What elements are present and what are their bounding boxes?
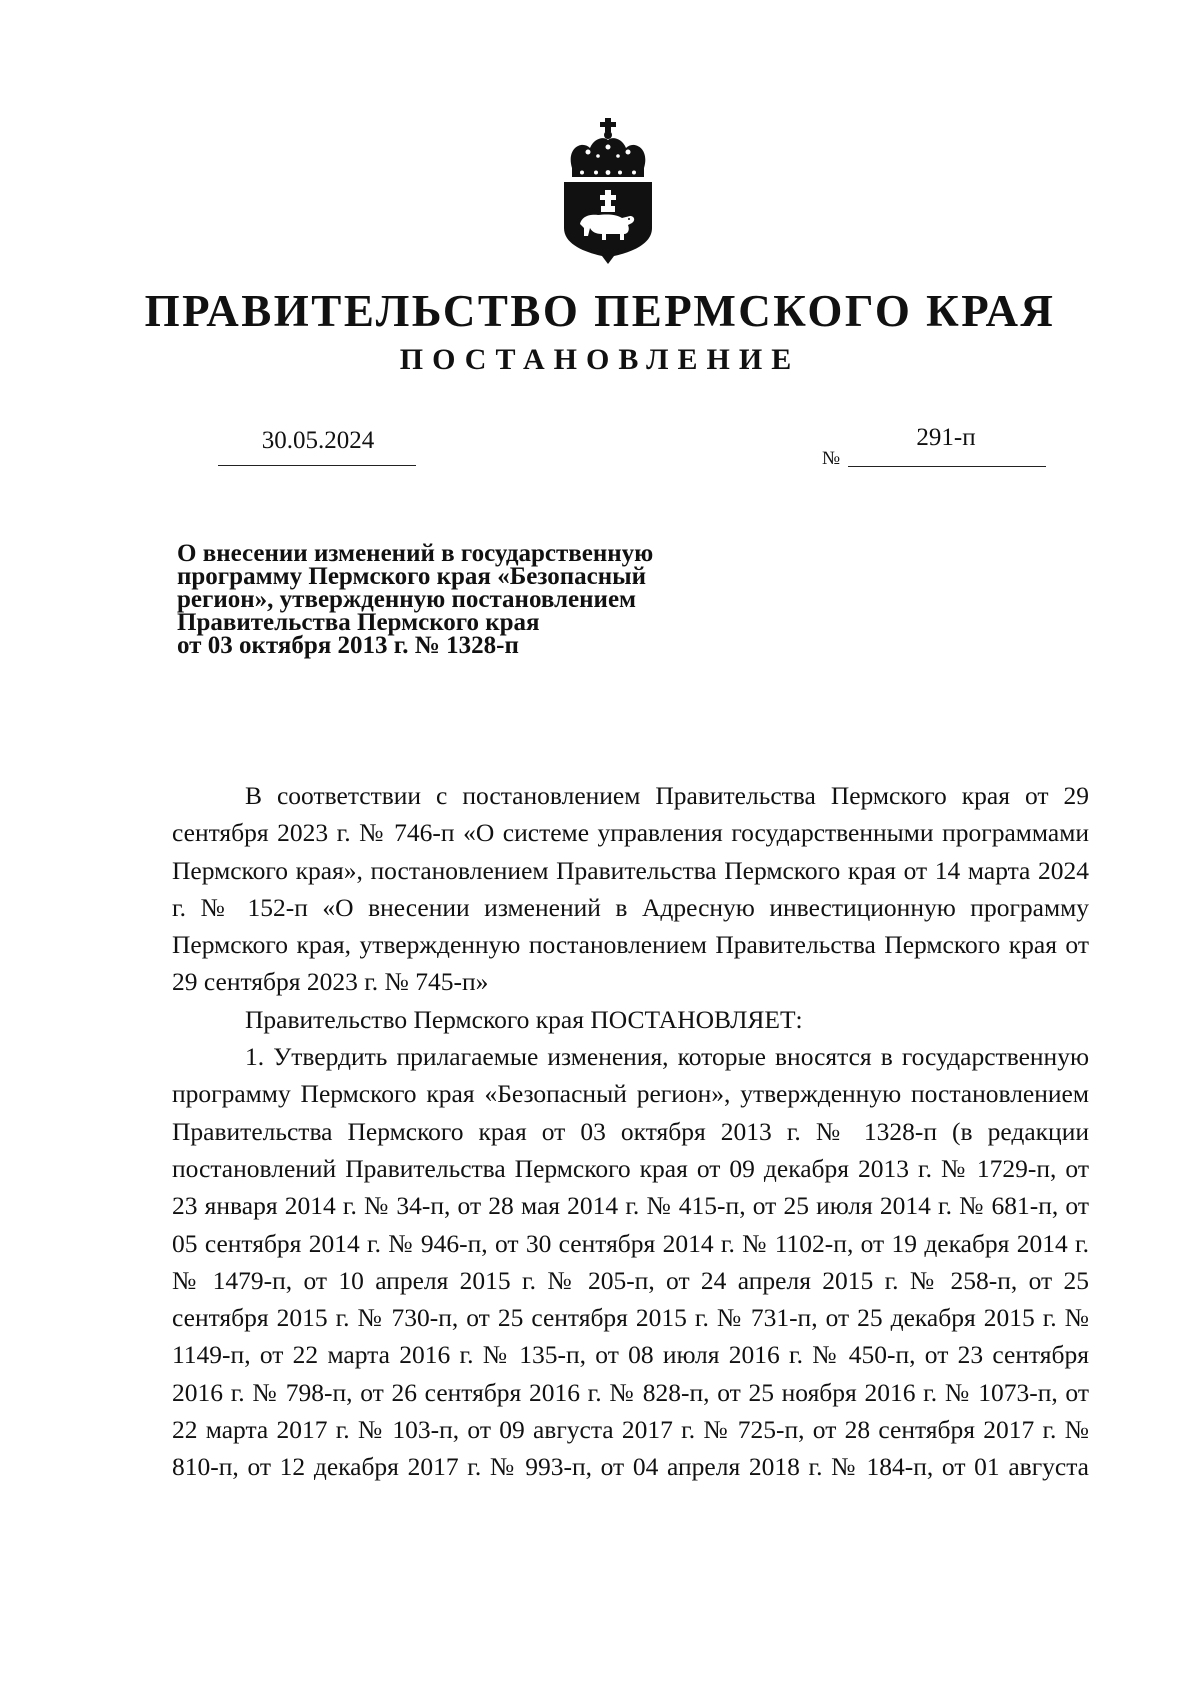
document-type: ПОСТАНОВЛЕНИЕ — [399, 343, 801, 376]
body-paragraph-item-1: 1. Утвердить прилагаемые изменения, которые вносятся в государственную программу Пермского края «Безопасный регион», утвержденную постановлением Правительства Пермского края от 03 октября 2013 г. № 1328-п (в редакции постановлений Правительства Пермского края от 09 декабря 2013 г. № 1729-п, от 23 января 2014 г. № 34-п, от 28 мая 2014 г. № 415-п, от 25 июля 2014 г. № 681-п, от 05 сентября 2014 г. № 946-п, от 30 сентября 2014 г. № 1102-п, от 19 декабря 2014 г. № 1479-п, от 10 апреля 2015 г. № 205-п, от 24 апреля 2015 г. № 258-п, от 25 сентября 2015 г. № 730-п, от 25 сентября 2015 г. № 731-п, от 25 декабря 2015 г. № 1149-п, от 22 марта 2016 г. № 135-п, от 08 июля 2016 г. № 450-п, от 23 сентября 2016 г. № 798-п, от 26 сентября 2016 г. № 828-п, от 25 ноября 2016 г. № 1073-п, от 22 марта 2017 г. № 103-п, от 09 августа 2017 г. № 725-п, от 28 сентября 2017 г. № 810-п, от 12 декабря 2017 г. № 993-п, от 04 апреля 2018 г. № 184-п, от 01 августа — [172, 1042, 1089, 1482]
subject-line: О внесении изменений в государственную — [177, 540, 654, 567]
document-subject — [177, 542, 737, 657]
subject-line: регион», утвержденную постановлением — [177, 586, 637, 613]
subject-line: программу Пермского края «Безопасный — [177, 563, 647, 590]
government-title: ПРАВИТЕЛЬСТВО ПЕРМСКОГО КРАЯ — [144, 286, 1056, 336]
subject-line: от 03 октября 2013 г. № 1328-п — [177, 632, 519, 659]
document-date: 30.05.2024 — [261, 427, 375, 454]
body-paragraph-preamble: В соответствии с постановлением Правительства Пермского края от 29 сентября 2023 г. № 746-п «О системе управления государственными программами Пермского края», постановлением Правительства Пермского края от 14 марта 2024 г. № 152-п «О внесении изменений в Адресную инвестиционную программу Пермского края, утвержденную постановлением Правительства Пермского края от 29 сентября 2023 г. № 745-п» — [172, 781, 1089, 997]
subject-line: Правительства Пермского края — [177, 609, 540, 636]
document-body — [172, 777, 1089, 1486]
coat-of-arms-icon — [560, 118, 656, 264]
date-underline — [218, 465, 416, 466]
number-sign: № — [822, 448, 841, 469]
crown-icon — [571, 118, 646, 177]
number-underline — [848, 466, 1046, 467]
document-number: 291-п — [916, 424, 976, 451]
body-paragraph-resolves: Правительство Пермского края ПОСТАНОВЛЯЕТ: — [245, 1004, 803, 1034]
